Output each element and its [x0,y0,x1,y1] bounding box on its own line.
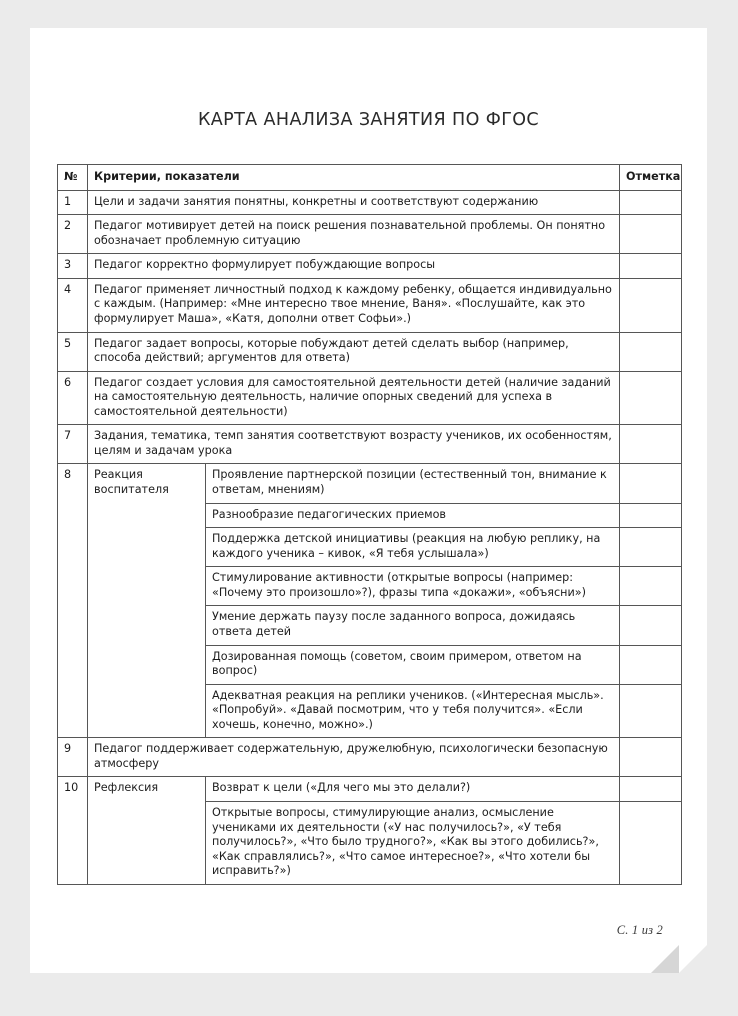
row-criteria-text: Проявление партнерской позиции (естественный тон, внимание к ответам, мнениям) [206,464,620,503]
row-mark-cell[interactable] [620,777,682,802]
row-criteria-text: Открытые вопросы, стимулирующие анализ, осмысление учениками их деятельности («У нас получилось?», «У тебя получилось?», «Что было трудного?», «Как вы этого добились?», «Как справлялись?», «Что самое интересное?», «Что хотели бы исправить?») [206,802,620,885]
row-mark-cell[interactable] [620,684,682,738]
row-criteria-text: Педагог корректно формулирует побуждающие вопросы [88,254,620,279]
row-number: 1 [58,190,88,215]
row-criteria-text: Цели и задачи занятия понятны, конкретны и соответствуют содержанию [88,190,620,215]
row-mark-cell[interactable] [620,278,682,332]
row-number: 5 [58,332,88,371]
column-header-criteria: Критерии, показатели [88,165,620,191]
row-number: 10 [58,777,88,884]
criteria-table [57,164,682,885]
row-mark-cell[interactable] [620,332,682,371]
row-mark-cell[interactable] [620,802,682,885]
row-criteria-text: Поддержка детской инициативы (реакция на любую реплику, на каждого ученика – кивок, «Я тебя услышала») [206,528,620,567]
row-mark-cell[interactable] [620,645,682,684]
table-row [58,738,682,777]
table-row [58,254,682,279]
table-row [58,278,682,332]
row-number: 3 [58,254,88,279]
row-mark-cell[interactable] [620,606,682,645]
table-row [58,777,682,802]
row-criteria-text: Педагог поддерживает содержательную, дружелюбную, психологически безопасную атмосферу [88,738,620,777]
row-mark-cell[interactable] [620,738,682,777]
row-group-label: Реакция воспитателя [88,464,206,738]
table-row [58,215,682,254]
table-row [58,190,682,215]
page-fold-background [679,945,707,973]
row-mark-cell[interactable] [620,425,682,464]
row-criteria-text: Педагог задает вопросы, которые побуждают детей сделать выбор (например, способа действий; аргументов для ответа) [88,332,620,371]
row-mark-cell[interactable] [620,190,682,215]
row-criteria-text: Педагог применяет личностный подход к каждому ребенку, общается индивидуально с каждым. (Например: «Мне интересно твое мнение, Ваня». «Послушайте, как это формулирует Маша», «Катя, дополни ответ Софьи».) [88,278,620,332]
criteria-table-wrapper [57,164,682,885]
column-header-number: № [58,165,88,191]
table-header [58,165,682,191]
row-criteria-text: Педагог мотивирует детей на поиск решения познавательной проблемы. Он понятно обозначает проблемную ситуацию [88,215,620,254]
table-header-row [58,165,682,191]
row-mark-cell[interactable] [620,371,682,425]
row-criteria-text: Задания, тематика, темп занятия соответствуют возрасту учеников, их особенностям, целям и задачам урока [88,425,620,464]
row-number: 4 [58,278,88,332]
row-number: 8 [58,464,88,738]
row-mark-cell[interactable] [620,567,682,606]
column-header-mark: Отметка [620,165,682,191]
row-mark-cell[interactable] [620,503,682,528]
table-row [58,332,682,371]
row-number: 7 [58,425,88,464]
table-body [58,190,682,884]
row-criteria-text: Дозированная помощь (советом, своим примером, ответом на вопрос) [206,645,620,684]
page-number-footer: С. 1 из 2 [616,923,663,937]
row-criteria-text: Разнообразие педагогических приемов [206,503,620,528]
table-row [58,464,682,503]
table-row [58,425,682,464]
row-group-label: Рефлексия [88,777,206,884]
row-criteria-text: Стимулирование активности (открытые вопросы (например: «Почему это произошло»?), фразы типа «докажи», «объясни») [206,567,620,606]
row-number: 6 [58,371,88,425]
row-mark-cell[interactable] [620,528,682,567]
row-number: 9 [58,738,88,777]
row-criteria-text: Умение держать паузу после заданного вопроса, дожидаясь ответа детей [206,606,620,645]
row-mark-cell[interactable] [620,254,682,279]
page-content [30,28,707,973]
row-criteria-text: Педагог создает условия для самостоятельной деятельности детей (наличие заданий на самостоятельную деятельность, наличие опорных сведений для успеха в самостоятельной деятельности) [88,371,620,425]
document-page [30,28,707,973]
table-row [58,371,682,425]
row-number: 2 [58,215,88,254]
page-fold-corner [651,945,679,973]
page-title: КАРТА АНАЛИЗА ЗАНЯТИЯ ПО ФГОС [197,110,540,130]
row-mark-cell[interactable] [620,215,682,254]
row-criteria-text: Возврат к цели («Для чего мы это делали?) [206,777,620,802]
row-mark-cell[interactable] [620,464,682,503]
row-criteria-text: Адекватная реакция на реплики учеников. («Интересная мысль». «Попробуй». «Давай посмотрим, что у тебя получится». «Если хочешь, конечно, можно».) [206,684,620,738]
